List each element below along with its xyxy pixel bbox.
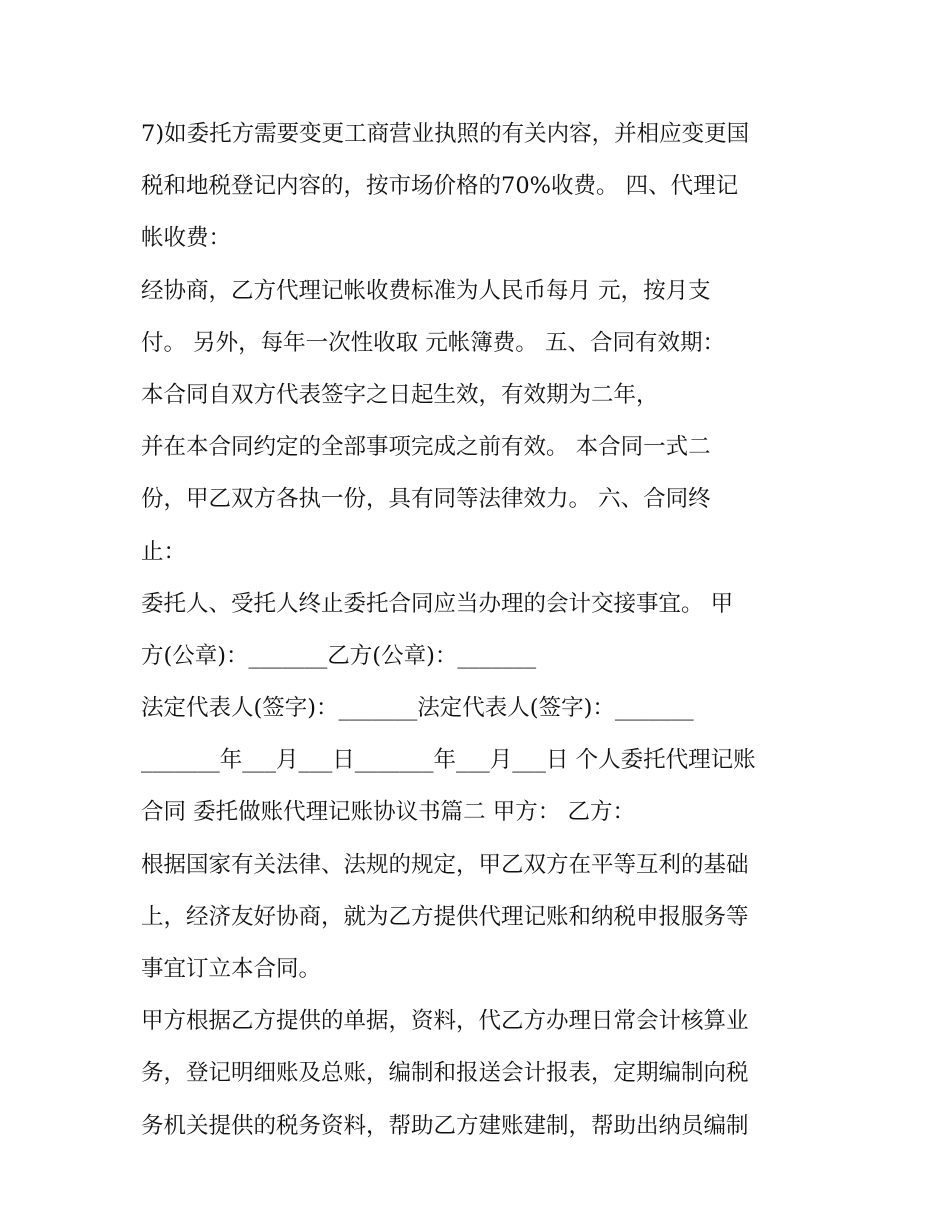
text-line: 上，经济友好协商，就为乙方提供代理记账和纳税申报服务等 (141, 903, 749, 930)
text-line: 7)如委托方需要变更工商营业执照的有关内容，并相应变更国 (141, 121, 750, 147)
text-line: 务机关提供的税务资料，帮助乙方建账建制，帮助出纳员编制 (141, 1112, 749, 1139)
document-body (141, 108, 821, 1152)
text-line: 付。 另外，每年一次性收取 元帐簿费。 五、合同有效期： (141, 329, 725, 356)
text-line: 经协商，乙方代理记帐收费标准为人民币每月 元，按月支 (141, 277, 711, 304)
text-line: 本合同自双方代表签字之日起生效，有效期为二年， (141, 381, 659, 408)
text-line: 根据国家有关法律、法规的规定，甲乙双方在平等互利的基础 (141, 851, 749, 878)
section-heading-line: 合同 委托做账代理记账协议书篇二 甲方： 乙方： (141, 799, 635, 826)
text-line: 帐收费： (141, 225, 232, 252)
text-line: 止： (141, 538, 187, 565)
text-line: 税和地税登记内容的，按市场价格的70%收费。 四、代理记 (141, 173, 739, 200)
text-line: 务，登记明细账及总账，编制和报送会计报表，定期编制向税 (141, 1060, 749, 1087)
date-line: _______年___月___日_______年___月___日 个人委托代理记账 (141, 747, 756, 774)
signature-line-representative: 法定代表人(签字)：_______法定代表人(签字)：_______ (141, 695, 694, 722)
signature-line-seal: 方(公章)：_______乙方(公章)：_______ (141, 642, 537, 669)
text-line: 甲方根据乙方提供的单据，资料，代乙方办理日常会计核算业 (141, 1008, 749, 1035)
text-line: 份，甲乙双方各执一份，具有同等法律效力。 六、合同终 (141, 486, 711, 513)
text-line: 事宜订立本合同。 (141, 956, 322, 982)
text-line: 并在本合同约定的全部事项完成之前有效。 本合同一式二 (141, 434, 711, 461)
text-line: 委托人、受托人终止委托合同应当办理的会计交接事宜。 甲 (141, 590, 734, 617)
